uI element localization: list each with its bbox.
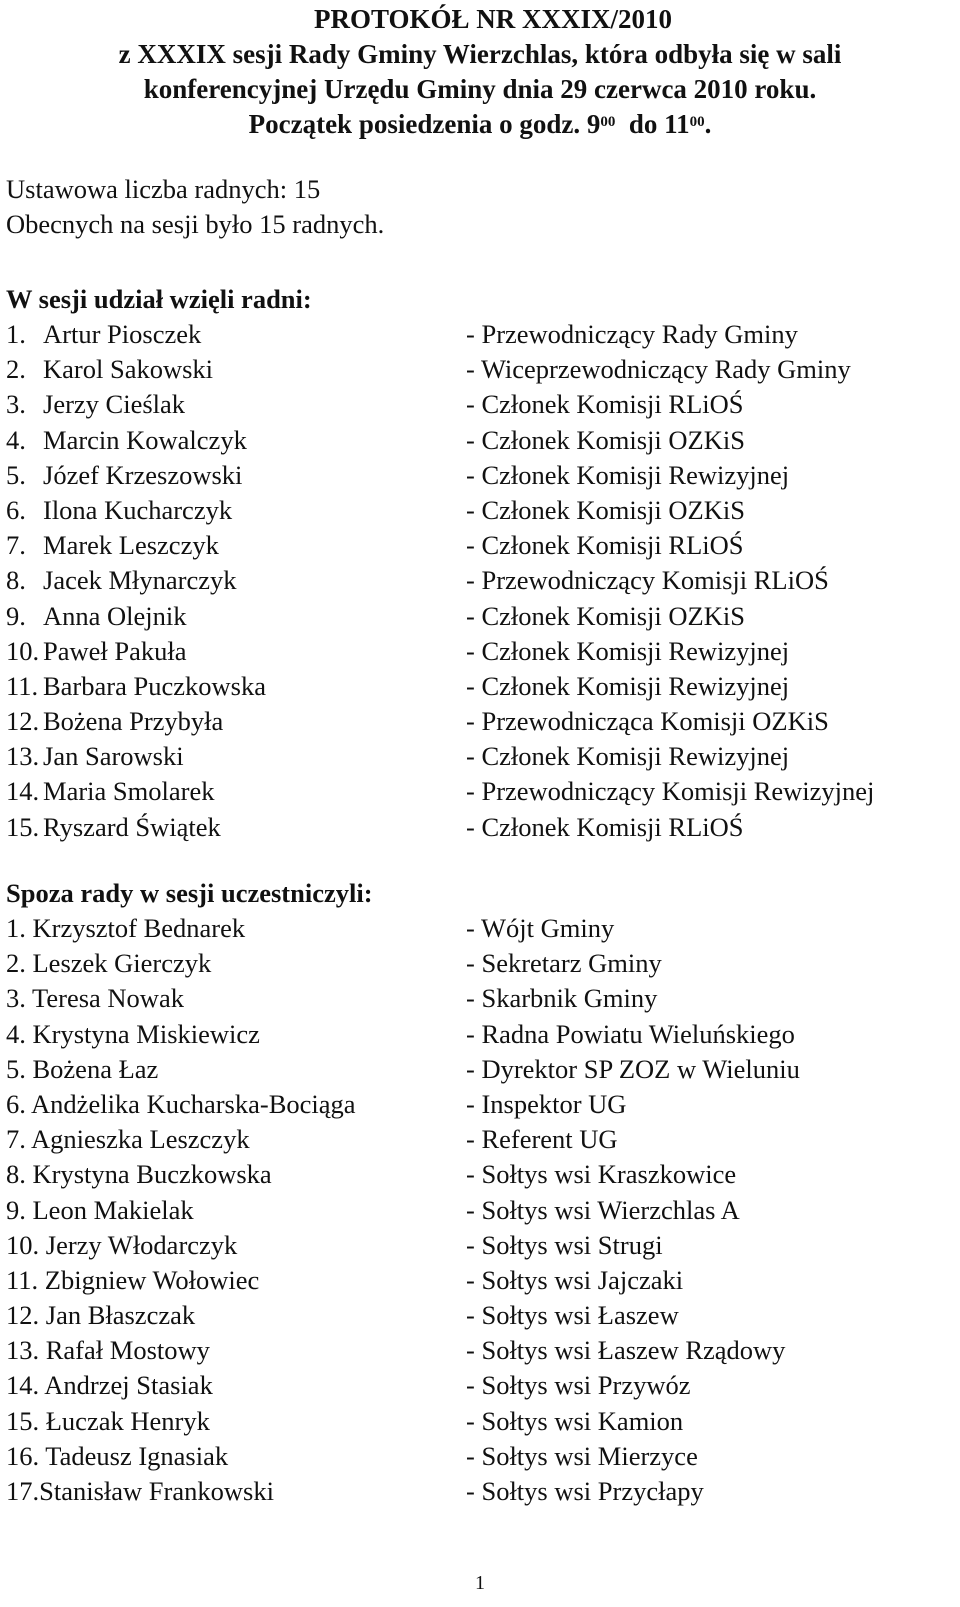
person-role: - Członek Komisji Rewizyjnej — [466, 670, 790, 701]
statutory-count: Ustawowa liczba radnych: 15 — [6, 174, 321, 204]
list-item — [6, 1087, 956, 1122]
person-name: Tadeusz Ignasiak — [45, 1440, 229, 1471]
session-start-minutes: 00 — [600, 114, 616, 130]
person-name: Krystyna Miskiewicz — [32, 1018, 260, 1049]
person-entry — [6, 1404, 466, 1439]
person-entry — [6, 1368, 466, 1403]
person-role: - Sołtys wsi Łaszew Rządowy — [466, 1335, 786, 1366]
list-item — [6, 981, 956, 1016]
person-role: - Przewodnicząca Komisji OZKiS — [466, 706, 829, 737]
person-name: Ilona Kucharczyk — [43, 494, 233, 525]
person-name: Teresa Nowak — [32, 983, 184, 1014]
person-entry — [6, 981, 466, 1016]
item-number: 10. — [6, 1229, 40, 1260]
person-role: - Sołtys wsi Łaszew — [466, 1300, 679, 1331]
list-item — [6, 1157, 956, 1192]
session-time-period: . — [704, 109, 712, 139]
person-role: - Sołtys wsi Jajczaki — [466, 1264, 684, 1295]
item-number: 7. — [6, 1124, 26, 1155]
list-item — [6, 458, 956, 493]
list-item — [6, 634, 956, 669]
document-header — [0, 2, 960, 142]
list-item — [6, 704, 956, 739]
list-item — [6, 1298, 956, 1333]
person-role: - Sołtys wsi Mierzyce — [466, 1440, 698, 1471]
guests-section — [6, 876, 956, 1509]
person-role: - Sołtys wsi Przycłapy — [466, 1476, 704, 1506]
guests-list — [6, 911, 956, 1509]
person-name: Stanisław Frankowski — [39, 1476, 274, 1506]
list-item — [6, 1439, 956, 1474]
person-role: - Sołtys wsi Strugi — [466, 1229, 663, 1260]
item-number: 9. — [6, 1194, 26, 1225]
list-item — [6, 423, 956, 458]
person-name: Krystyna Buczkowska — [32, 1159, 272, 1190]
item-number: 14. — [6, 1370, 40, 1401]
item-number: 3. — [6, 983, 26, 1014]
person-role: - Referent UG — [466, 1124, 618, 1155]
item-number: 5. — [6, 1053, 26, 1084]
person-name: Marcin Kowalczyk — [43, 424, 247, 455]
item-number: 4. — [6, 1018, 26, 1049]
item-number: 12. — [6, 1300, 40, 1331]
list-item — [6, 1368, 956, 1403]
guests-heading: Spoza rady w sesji uczestniczyli: — [6, 878, 373, 908]
person-role: - Sołtys wsi Kraszkowice — [466, 1159, 737, 1190]
list-item — [6, 387, 956, 422]
item-number: 12. — [6, 706, 40, 737]
person-entry — [6, 1087, 466, 1122]
session-end-minutes: 00 — [689, 114, 705, 130]
present-count: Obecnych na sesji było 15 radnych. — [6, 209, 385, 239]
page-number: 1 — [475, 1572, 485, 1594]
person-name: Zbigniew Wołowiec — [44, 1264, 260, 1295]
person-name: Marek Leszczyk — [43, 530, 219, 561]
person-entry — [6, 1228, 466, 1263]
person-entry — [6, 911, 466, 946]
item-number: 8. — [6, 565, 26, 596]
item-number: 6. — [6, 494, 26, 525]
item-number: 11. — [6, 670, 39, 701]
person-name: Krzysztof Bednarek — [32, 913, 246, 943]
person-role: - Członek Komisji RLiOŚ — [466, 811, 744, 842]
item-number: 13. — [6, 1335, 40, 1366]
item-number: 9. — [6, 600, 26, 631]
person-role: - Przewodniczący Komisji Rewizyjnej — [466, 776, 875, 807]
list-item — [6, 911, 956, 946]
person-role: - Wójt Gminy — [466, 913, 615, 943]
session-start-text: Początek posiedzenia o godz. 9 — [248, 109, 601, 139]
item-number: 1. — [6, 913, 26, 943]
person-name: Bożena Łaz — [32, 1053, 159, 1084]
person-role: - Sołtys wsi Przywóz — [466, 1370, 691, 1401]
person-name: Jan Błaszczak — [45, 1300, 196, 1331]
person-role: - Dyrektor SP ZOZ w Wieluniu — [466, 1053, 800, 1084]
person-name: Bożena Przybyła — [43, 706, 224, 737]
person-entry — [6, 1017, 466, 1052]
item-number: 2. — [6, 354, 26, 385]
list-item — [6, 1228, 956, 1263]
session-time — [0, 107, 960, 142]
person-role: - Członek Komisji Rewizyjnej — [466, 635, 790, 666]
item-number: 8. — [6, 1159, 26, 1190]
person-entry — [6, 1193, 466, 1228]
person-entry — [6, 1298, 466, 1333]
list-item — [6, 1193, 956, 1228]
person-name: Barbara Puczkowska — [43, 670, 266, 701]
item-number: 6. — [6, 1088, 26, 1119]
person-name: Jan Sarowski — [43, 741, 184, 772]
person-entry — [6, 1052, 466, 1087]
person-role: - Sołtys wsi Kamion — [466, 1405, 684, 1436]
person-name: Andżelika Kucharska-Bociąga — [31, 1088, 356, 1119]
item-number: 11. — [6, 1264, 39, 1295]
person-entry — [6, 1157, 466, 1192]
list-item — [6, 1404, 956, 1439]
list-item — [6, 599, 956, 634]
item-number: 13. — [6, 741, 40, 772]
councillors-list — [6, 317, 956, 845]
person-role: - Przewodniczący Rady Gminy — [466, 319, 798, 349]
person-role: - Członek Komisji OZKiS — [466, 494, 745, 525]
item-number: 7. — [6, 530, 26, 561]
person-role: - Przewodniczący Komisji RLiOŚ — [466, 565, 829, 596]
person-role: - Wiceprzewodniczący Rady Gminy — [466, 354, 851, 385]
person-name: Artur Piosczek — [43, 319, 202, 349]
person-name: Maria Smolarek — [43, 776, 215, 807]
person-entry — [6, 1122, 466, 1157]
person-name: Leon Makielak — [32, 1194, 194, 1225]
session-location-date: konferencyjnej Urzędu Gminy dnia 29 czerwca 2010 roku. — [143, 74, 817, 104]
list-item — [6, 1263, 956, 1298]
item-number: 16. — [6, 1440, 40, 1471]
person-name: Ryszard Świątek — [43, 811, 221, 842]
person-name: Karol Sakowski — [43, 354, 214, 385]
person-entry — [6, 1439, 466, 1474]
list-item — [6, 1474, 956, 1509]
protocol-title: PROTOKÓŁ NR XXXIX/2010 — [313, 4, 673, 34]
item-number: 4. — [6, 424, 26, 455]
item-number: 2. — [6, 948, 26, 979]
list-item — [6, 1122, 956, 1157]
list-item — [6, 1017, 956, 1052]
list-item — [6, 563, 956, 598]
person-name: Jerzy Cieślak — [43, 389, 186, 420]
person-entry — [6, 946, 466, 981]
person-name: Józef Krzeszowski — [43, 459, 243, 490]
item-number: 17. — [6, 1476, 40, 1506]
person-name: Łuczak Henryk — [45, 1405, 210, 1436]
list-item — [6, 669, 956, 704]
person-role: - Członek Komisji OZKiS — [466, 424, 745, 455]
councillors-heading: W sesji udział wzięli radni: — [6, 284, 312, 314]
attendance-stats — [6, 172, 956, 242]
person-role: - Członek Komisji RLiOŚ — [466, 530, 744, 561]
list-item — [6, 1052, 956, 1087]
person-role: - Członek Komisji Rewizyjnej — [466, 459, 790, 490]
person-name: Anna Olejnik — [43, 600, 187, 631]
person-name: Jerzy Włodarczyk — [45, 1229, 238, 1260]
person-name: Leszek Gierczyk — [32, 948, 212, 979]
person-name: Paweł Pakuła — [43, 635, 187, 666]
session-end-text: do 11 — [628, 109, 690, 139]
person-role: - Skarbnik Gminy — [466, 983, 658, 1014]
list-item — [6, 528, 956, 563]
item-number: 3. — [6, 389, 26, 420]
item-number: 15. — [6, 811, 40, 842]
session-description: z XXXIX sesji Rady Gminy Wierzchlas, która odbyła się w sali — [118, 39, 842, 69]
item-number: 10. — [6, 635, 40, 666]
item-number: 15. — [6, 1405, 40, 1436]
person-role: - Radna Powiatu Wieluńskiego — [466, 1018, 795, 1049]
person-entry — [6, 1474, 466, 1509]
list-item — [6, 493, 956, 528]
list-item — [6, 946, 956, 981]
list-item — [6, 774, 956, 809]
item-number: 14. — [6, 776, 40, 807]
list-item — [6, 739, 956, 774]
list-item — [6, 352, 956, 387]
person-entry — [6, 1263, 466, 1298]
councillors-section — [6, 282, 956, 845]
item-number: 1. — [6, 319, 26, 349]
list-item — [6, 1333, 956, 1368]
person-name: Rafał Mostowy — [45, 1335, 210, 1366]
person-role: - Członek Komisji RLiOŚ — [466, 389, 744, 420]
person-entry — [6, 1333, 466, 1368]
person-name: Andrzej Stasiak — [44, 1370, 213, 1401]
person-role: - Inspektor UG — [466, 1088, 627, 1119]
item-number: 5. — [6, 459, 26, 490]
person-name: Jacek Młynarczyk — [43, 565, 237, 596]
list-item — [6, 810, 956, 845]
person-name: Agnieszka Leszczyk — [31, 1124, 250, 1155]
list-item — [6, 317, 956, 352]
person-role: - Członek Komisji Rewizyjnej — [466, 741, 790, 772]
person-role: - Członek Komisji OZKiS — [466, 600, 745, 631]
person-role: - Sekretarz Gminy — [466, 948, 662, 979]
person-role: - Sołtys wsi Wierzchlas A — [466, 1194, 740, 1225]
